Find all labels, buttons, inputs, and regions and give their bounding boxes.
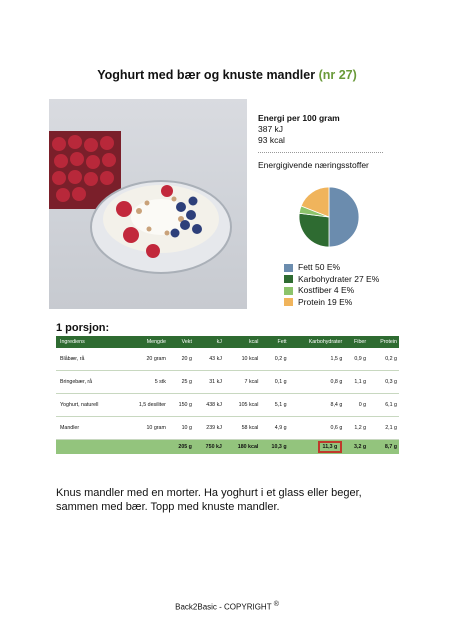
table-cell: 5 stk: [122, 371, 168, 394]
instructions-text: Knus mandler med en morter. Ha yoghurt i et glass eller beger, sammen med bær. Topp med knuste mandler.: [56, 487, 362, 513]
table-cell: 31 kJ: [194, 371, 224, 394]
energy-kj: 387 kJ: [258, 124, 284, 134]
table-cell: Mandler: [56, 417, 122, 440]
table-cell: 239 kJ: [194, 417, 224, 440]
table-cell: 10 kcal: [224, 348, 261, 371]
col-fett: Fett: [260, 336, 288, 348]
col-fiber: Fiber: [344, 336, 368, 348]
energy-heading: Energi per 100 gram: [258, 113, 340, 123]
recipe-number: (nr 27): [318, 68, 357, 82]
table-cell: 25 g: [168, 371, 194, 394]
legend-swatch: [284, 287, 293, 295]
carb-total-value: 11,3 g: [318, 441, 343, 453]
table-cell: 2,1 g: [368, 417, 399, 440]
col-karbohydrater: Karbohydrater: [289, 336, 345, 348]
table-total-row: [56, 440, 399, 455]
legend-swatch: [284, 264, 293, 272]
portion-heading: 1 porsjon:: [56, 322, 110, 334]
table-cell: 6,1 g: [368, 394, 399, 417]
table-cell: 0,3 g: [368, 371, 399, 394]
legend-label: Karbohydrater 27 E%: [298, 273, 380, 284]
registered-mark: ®: [273, 601, 279, 608]
footer: [0, 601, 454, 612]
table-cell: 20 gram: [122, 348, 168, 371]
table-cell: 43 kJ: [194, 348, 224, 371]
table-row: [56, 371, 399, 394]
col-ingrediens: Ingrediens: [56, 336, 122, 348]
legend-swatch: [284, 275, 293, 283]
table-cell: Yoghurt, naturell: [56, 394, 122, 417]
table-cell: 10 gram: [122, 417, 168, 440]
table-cell: 10 g: [168, 417, 194, 440]
table-header-row: [56, 336, 399, 348]
divider: [258, 152, 383, 153]
table-cell: 1,5 desiliter: [122, 394, 168, 417]
legend-label: Fett 50 E%: [298, 262, 341, 272]
ingredients-table: [56, 336, 399, 454]
table-cell: 205 g: [168, 440, 194, 455]
legend-item: [284, 297, 379, 309]
legend-item: [284, 262, 379, 274]
recipe-photo: [49, 99, 247, 309]
table-row: [56, 394, 399, 417]
table-row: [56, 348, 399, 371]
table-cell: 0,6 g: [289, 417, 345, 440]
legend-item: [284, 274, 379, 286]
table-cell: 58 kcal: [224, 417, 261, 440]
table-cell: 0,1 g: [260, 371, 288, 394]
table-cell: 1,2 g: [344, 417, 368, 440]
pie-legend: [284, 262, 379, 308]
legend-swatch: [284, 298, 293, 306]
pie-slice-0: [329, 187, 359, 247]
table-cell: 0,2 g: [260, 348, 288, 371]
table-cell: 750 kJ: [194, 440, 224, 455]
table-cell: 3,2 g: [344, 440, 368, 455]
table-cell: 180 kcal: [224, 440, 261, 455]
table-row: [56, 417, 399, 440]
table-cell: [122, 440, 168, 455]
col-protein: Protein: [368, 336, 399, 348]
table-cell: 105 kcal: [224, 394, 261, 417]
nutrients-title: Energigivende næringsstoffer: [258, 160, 369, 170]
table-cell: 0,2 g: [368, 348, 399, 371]
table-cell: 0 g: [344, 394, 368, 417]
table-cell: 150 g: [168, 394, 194, 417]
recipe-title: [0, 68, 454, 82]
table-cell: 20 g: [168, 348, 194, 371]
table-cell: 10,3 g: [260, 440, 288, 455]
table-cell: Bringebær, rå: [56, 371, 122, 394]
legend-label: Kostfiber 4 E%: [298, 285, 355, 295]
table-cell: 0,8 g: [289, 371, 345, 394]
table-cell: 5,1 g: [260, 394, 288, 417]
col-mengde: Mengde: [122, 336, 168, 348]
col-vekt: Vekt: [168, 336, 194, 348]
legend-item: [284, 285, 379, 297]
table-cell: 1,5 g: [289, 348, 345, 371]
recipe-title-text: Yoghurt med bær og knuste mandler: [97, 68, 316, 82]
table-cell: 8,7 g: [368, 440, 399, 455]
pie-slice-1: [299, 213, 329, 247]
table-cell: 7 kcal: [224, 371, 261, 394]
table-cell: 8,4 g: [289, 394, 345, 417]
energy-kcal: 93 kcal: [258, 135, 285, 145]
table-cell: 4,9 g: [260, 417, 288, 440]
highlighted-carb-total: [289, 440, 345, 455]
table-cell: Blåbær, rå: [56, 348, 122, 371]
table-cell: 0,9 g: [344, 348, 368, 371]
col-kj: kJ: [194, 336, 224, 348]
energy-info: [258, 113, 340, 146]
col-kcal: kcal: [224, 336, 261, 348]
table-cell: 1,1 g: [344, 371, 368, 394]
legend-label: Protein 19 E%: [298, 296, 353, 307]
table-cell: [56, 440, 122, 455]
table-cell: 438 kJ: [194, 394, 224, 417]
copyright-text: Back2Basic - COPYRIGHT: [175, 602, 272, 612]
nutrient-pie-chart: [298, 186, 360, 248]
